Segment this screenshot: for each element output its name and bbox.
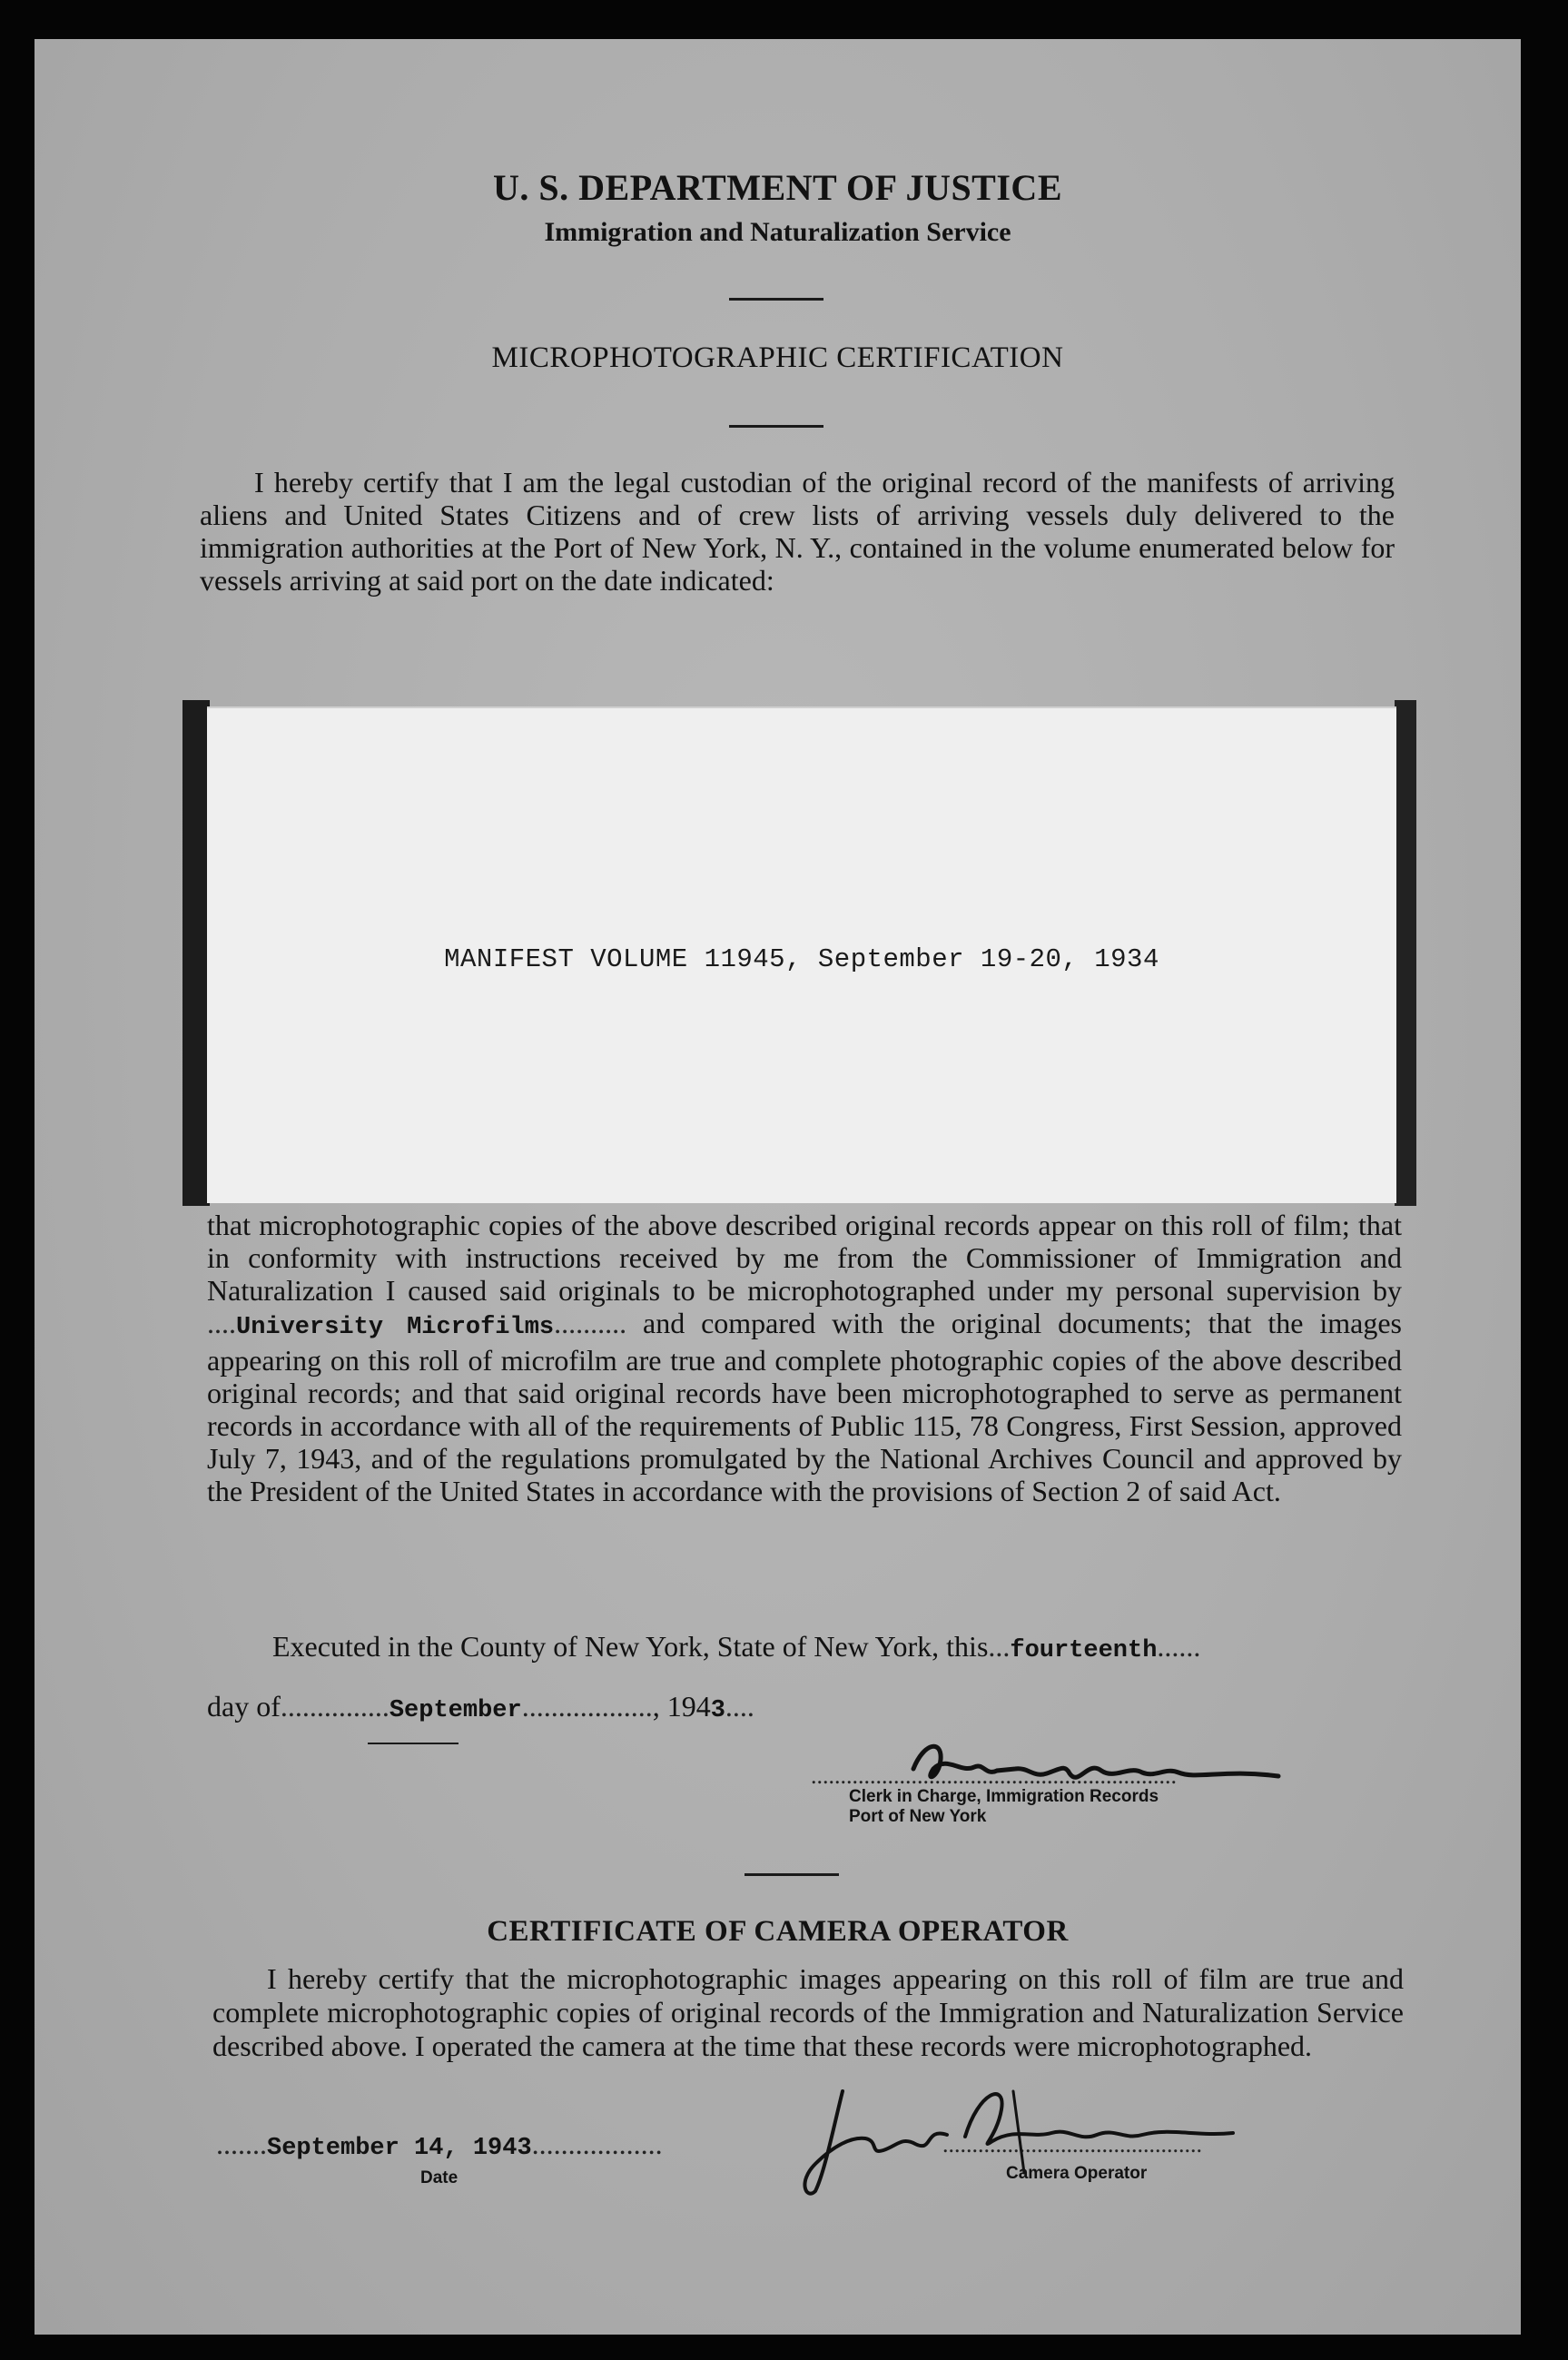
month-value: September [389, 1697, 522, 1724]
certification-body: that microphotographic copies of the above described original records appear on this roll of film; that in conformity with instructions received by me from the Commissioner of Immigration and Naturalization I caused said originals to be microphotographed under my personal supervision by ....University Microfilms.......... and compared with the original documents; that the images appearing on this roll of microfilm are true and complete photographic copies of the above described original records; and that said original records have been microphotographed to serve as permanent records in accordance with all of the requirements of Public 115, 78 Congress, First Session, approved July 7, 1943, and of the regulations promulgated by the National Archives Council and approved by the President of the United States in accordance with the provisions of Section 2 of said Act. [207, 1209, 1403, 1507]
operator-date-line: .......September 14, 1943.................. [216, 2128, 663, 2162]
year-digit: 3 [710, 1697, 725, 1724]
operator-dotted-line: ............................................ [942, 2131, 1202, 2158]
operator-date-value: September 14, 1943 [267, 2135, 532, 2162]
camera-certificate-heading: CERTIFICATE OF CAMERA OPERATOR [487, 1915, 1069, 1948]
card-shadow [182, 700, 210, 1206]
certification-title: MICROPHOTOGRAPHIC CERTIFICATION [491, 341, 1064, 374]
divider [745, 1873, 839, 1876]
company-name: University Microfilms [236, 1314, 555, 1341]
certificate-sheet [35, 39, 1521, 2335]
manifest-volume-text: MANIFEST VOLUME 11945, September 19-20, 1934 [444, 944, 1159, 974]
manifest-volume-card [207, 706, 1396, 1203]
card-shadow [1395, 700, 1416, 1206]
camera-certificate-text: I hereby certify that the microphotographic images appearing on this roll of film are true and complete microphotographic copies of original records of the Immigration and Naturalization Service described above. I operated the camera at the time that these records were microphotographed. [212, 1962, 1404, 2062]
department-title: U. S. DEPARTMENT OF JUSTICE [493, 167, 1062, 208]
service-subtitle: Immigration and Naturalization Service [544, 217, 1011, 247]
clerk-title: Clerk in Charge, Immigration Records Port of New York [849, 1787, 1159, 1826]
divider [729, 298, 823, 301]
day-value: fourteenth [1010, 1637, 1158, 1664]
camera-operator-label: Camera Operator [1006, 2164, 1148, 2183]
divider [729, 425, 823, 428]
executed-line: Executed in the County of New York, State of New York, this...fourteenth...... [272, 1630, 1201, 1664]
pen-mark [368, 1743, 459, 1744]
date-label: Date [420, 2168, 459, 2187]
date-line: day of...............September.................., 1943.... [207, 1690, 754, 1724]
certification-intro: I hereby certify that I am the legal custodian of the original record of the manifests of arriving aliens and United States Citizens and of crew lists of arriving vessels duly delivered to the immigration authorities at the Port of New York, N. Y., contained in the volume enumerated below for vessels arriving at said port on the date indicated: [200, 466, 1395, 597]
signature-dotted-line: .............................................................. [811, 1763, 1177, 1789]
